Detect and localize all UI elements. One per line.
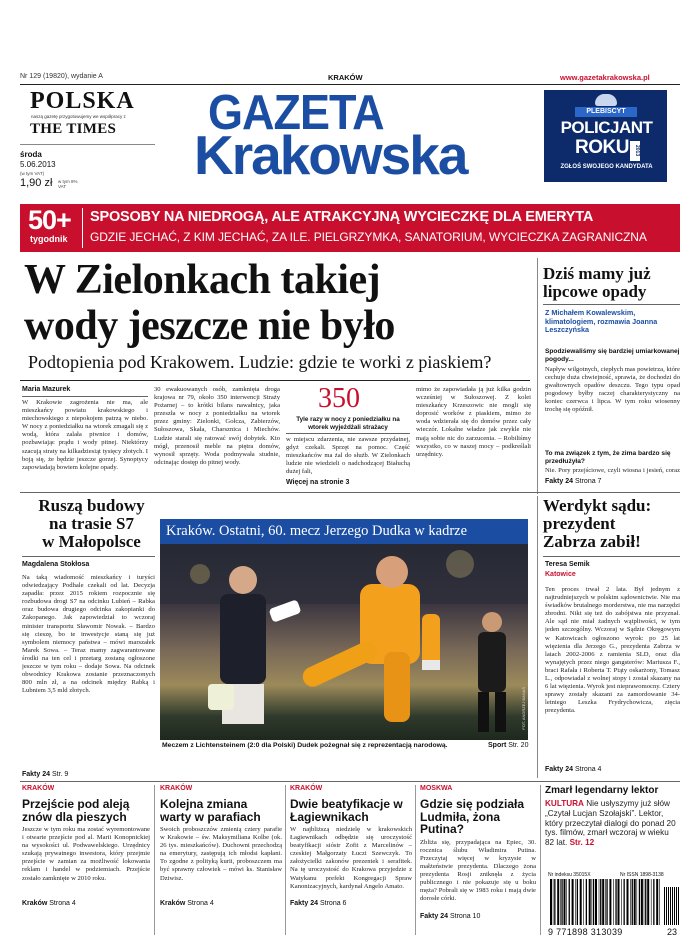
bottom-kicker: MOSKWA bbox=[420, 785, 453, 792]
bottom-story-4[interactable] bbox=[420, 785, 536, 935]
bottom-vrule-1 bbox=[154, 785, 155, 935]
barcode-bar bbox=[599, 879, 600, 925]
mid-rule bbox=[20, 492, 680, 493]
lead-author: Maria Mazurek bbox=[22, 386, 71, 393]
bottom-kicker: KRAKÓW bbox=[160, 785, 193, 792]
weekday: środa bbox=[20, 150, 42, 159]
lead-more[interactable] bbox=[286, 479, 349, 486]
price: 1,90 zł bbox=[20, 177, 53, 189]
barcode-bar bbox=[637, 879, 638, 925]
barcode-bar bbox=[659, 879, 660, 925]
barcode-bar bbox=[632, 879, 633, 925]
s7-author: Magdalena Stokłosa bbox=[22, 561, 90, 568]
bottom-vrule-4 bbox=[540, 785, 541, 935]
issue-date: 5.06.2013 bbox=[20, 160, 56, 169]
badge-divider bbox=[82, 208, 83, 248]
bottom-ref: Fakty 24 Strona 10 bbox=[420, 912, 481, 920]
barcode-index: Nr indeksu 35015X bbox=[548, 872, 591, 878]
barcode-addon-bar bbox=[674, 887, 675, 925]
barcode-bar bbox=[560, 879, 561, 925]
bottom-kicker: KRAKÓW bbox=[290, 785, 323, 792]
barcode-bar bbox=[613, 879, 614, 925]
sidebar-q1: Spodziewaliśmy się bardziej umiarkowanej pogody... bbox=[545, 348, 680, 363]
barcode-bar bbox=[592, 879, 593, 925]
barcode-bar bbox=[624, 879, 625, 925]
lektor-story[interactable] bbox=[545, 785, 680, 848]
barcode-digits: 9 771898 313039 bbox=[548, 927, 623, 937]
sidebar-byline: Z Michałem Kowalewskim, klimatologiem, rozmawia Joanna Leszczyńska bbox=[545, 308, 658, 334]
s7-headline-2[interactable]: na trasie S7 bbox=[49, 514, 134, 533]
lead-headline-2[interactable]: wody jeszcze nie było bbox=[24, 303, 395, 349]
barcode-addon-bar bbox=[678, 887, 679, 925]
barcode-bar bbox=[609, 879, 611, 925]
barcode-addon-bar bbox=[668, 887, 669, 925]
s7-rule bbox=[22, 556, 155, 557]
partner-logo-times: THE TIMES bbox=[30, 121, 117, 137]
bottom-kicker: KRAKÓW bbox=[22, 785, 55, 792]
barcode-bar bbox=[593, 879, 594, 925]
barcode-bar bbox=[644, 879, 645, 925]
barcode-addon-bar bbox=[664, 887, 665, 925]
barcode-bar bbox=[561, 879, 562, 925]
promo-year: 2013 bbox=[630, 141, 640, 161]
sidebar-a2: Nie. Pory przejściowe, czyli wiosna i jesień, coraz bbox=[545, 467, 680, 474]
barcode-bar bbox=[630, 879, 631, 925]
zabrze-rule bbox=[543, 556, 680, 557]
badge-label: tygodnik bbox=[30, 234, 68, 244]
barcode-bar bbox=[600, 879, 601, 925]
barcode-bar bbox=[653, 879, 654, 925]
bottom-story-2[interactable] bbox=[160, 785, 282, 935]
s7-ref[interactable] bbox=[22, 771, 68, 778]
lead-col-1: W Krakowie zagrożenia nie ma, ale mieszkańcy powiatu krakowskiego i miechowskiego z niepokojem patrzą w niebo. W nocy z poniedziałku na wtorek zmagali się z wodą, która zalała piwnice i domów, pozbawiając prądu i wody pitnej. Niektórzy szacują straty na kilkadziesiąt tysięcy złotych. I boją się, że będzie jeszcze gorzej. Synoptycy zapowiadają bowiem kolejne opady. bbox=[22, 399, 148, 471]
figure-number: 350 bbox=[318, 383, 360, 414]
sidebar-rule bbox=[543, 304, 680, 305]
zabrze-location: Katowice bbox=[545, 571, 576, 578]
barcode-addon-bar bbox=[666, 887, 667, 925]
bottom-text: Swoich proboszczów zmienią cztery parafie w Krakowie – św. Maksymiliana Kolbe (ok. 26 tys. mieszkańców). Duchowni przechodzą na emerytury, zastępują ich młodsi kapłani. To zgodne z polityką kurii, proboszczem ma być sprawny człowiek – mówi ks. Stanisław Dziwisz. bbox=[160, 826, 282, 882]
bottom-text: Zbliża się, przypadająca na Epiec, 30. rocznica ślubu Władimira Putina. Przeczytaj więcej w kryzysie w małżeństwie prezydenta. Dlaczego żona prezydenta Rosji zniknęła z życia publicznego i nie pokazuje się u boku męża? Pobrali się w 1983 roku i mają dwie dorosłe córki. bbox=[420, 838, 536, 903]
price-note: (w tym VAT) bbox=[20, 171, 45, 176]
barcode-addon-bar bbox=[676, 887, 677, 925]
zabrze-text: Ten proces trwał 2 lata. Był jednym z najtrudniejszych w polskim sądownictwie. Nie ma świadków brutalnego morderstwa, nie ma narzędzi zbrodni. Nikt się też do zabójstwa nie przyznał. Ale sąd nie miał żadnych wątpliwości, w tym jeden szczególny. Wczoraj w Sądzie Okręgowym w Katowicach ogłoszono wyrok: po 25 lat więzienia dla Jerzego G., prezydenta Zabrza w latach 2002-2006 z ramienia SLD, oraz dla wynajętych przez niego gangsterów: Mariusza F., braci Rafała i Roberta T. Piąty oskarżony, Tomasz L., odpowiadał z wolnej stopy i został skazany na 6 lat więzienia. Wyrok jest nieprawomocny. Cztery sprawy zostały skazani za zamordowanie 34-letniego Leszka Frydrychowicza, zięcia prezydenta. bbox=[545, 586, 680, 715]
partner-logo-polska: POLSKA bbox=[30, 88, 135, 114]
barcode-bar bbox=[605, 879, 606, 925]
barcode-icon bbox=[548, 879, 680, 927]
barcode-bar bbox=[553, 879, 554, 925]
barcode-bar bbox=[618, 879, 620, 925]
lead-col-2: 30 ewakuowanych osób, zamknięta droga krajowa nr 79, około 350 interwencji Straży Pożarnej – to krótki bilans nawałnicy, jaka przeszła w nocy z poniedziałku na wtorek przez gminy: Zielonki, Gołcza, Zabierzów, Sułoszowa, Skała, Charsznica i Miechów. Ludzie starali się ratować swój dobytek. Kto mógł, przenosił meble na piętra domów, wynosił sprzęty. Woda podmywała studnie, odcinając dostęp do pitnej wody. bbox=[154, 386, 280, 466]
title-krakowska: Krakowska bbox=[194, 124, 467, 186]
partner-note: naszą gazetę przygotowujemy we współpracy z bbox=[31, 114, 126, 119]
promo-top: PLEBISCYT bbox=[575, 107, 637, 117]
banner-headline: SPOSOBY NA NIEDROGĄ, ALE ATRAKCYJNĄ WYCIECZKĘ DLA EMERYTA bbox=[90, 209, 594, 225]
barcode-bar bbox=[557, 879, 559, 925]
photo-ref[interactable] bbox=[488, 742, 528, 749]
barcode-bar bbox=[645, 879, 646, 925]
s7-ref-page: Str. 9 bbox=[51, 771, 69, 778]
bottom-text: Jeszcze w tym roku ma zostać wyremontowane i otwarte przejście pod al. Marii Konopnickiej na wysokości ul. Podwawelskiego. Urzędnicy szukają prywatnego inwestora, który przejmie przejście w zamian za możliwość lokowania reklam i handel w podziemiach. Przejście zostało zamknięte w 2010 roku. bbox=[22, 826, 150, 882]
bottom-headline: Dwie beatyfikacje w Łagiewnikach bbox=[290, 797, 403, 824]
zabrze-headline-3[interactable]: Zabrza zabił! bbox=[543, 532, 641, 551]
lektor-kicker: KULTURA bbox=[545, 799, 584, 808]
s7-headline-3[interactable]: w Małopolsce bbox=[42, 532, 141, 551]
s7-headline-1[interactable]: Ruszą budowy bbox=[38, 496, 145, 515]
photo-scene bbox=[160, 544, 528, 740]
promo-line2: ROKU bbox=[575, 137, 629, 158]
barcode-bar bbox=[641, 879, 643, 925]
lead-col-3: w miejscu zdarzenia, nie zawsze przydatnej, gdyż czekali. Sprzęt na pomoc. Część mieszkańców ma żal do służb. W Zielonkach ludzie nie wiedzieli o nadchodzącej Białuchą dużej fali, bbox=[286, 436, 410, 476]
sidebar-ref[interactable] bbox=[545, 478, 601, 485]
barcode-bar bbox=[651, 879, 652, 925]
barcode-bar bbox=[550, 879, 552, 925]
promo-policjant-roku[interactable] bbox=[544, 90, 667, 182]
barcode-bar bbox=[583, 879, 584, 925]
sidebar-a1: Napływ wilgotnych, ciepłych mas powietrza, które cechuje duża chwiejność, sprawia, że dochodzi do gwałtownych opadów deszczu. Tego typu opad pogodowy byłby raczej charakterystyczny na koniec czerwca i lipca. W tym roku wiosenny trochę się opóźnił. bbox=[545, 366, 680, 414]
barcode-bar bbox=[639, 879, 640, 925]
sidebar-headline-2[interactable]: lipcowe opady bbox=[543, 282, 647, 301]
barcode-bar bbox=[577, 879, 578, 925]
barcode-bar bbox=[621, 879, 622, 925]
zabrze-headline-1[interactable]: Werdykt sądu: bbox=[543, 496, 652, 515]
barcode-bar bbox=[575, 879, 576, 925]
zabrze-ref[interactable] bbox=[545, 766, 601, 773]
photo-headline: Kraków. Ostatni, 60. mecz Jerzego Dudka w kadrze bbox=[166, 523, 468, 539]
lead-rule bbox=[20, 380, 530, 381]
sidebar-ref-section: Fakty 24 bbox=[545, 478, 574, 485]
bottom-story-3[interactable] bbox=[290, 785, 412, 935]
bottom-vrule-2 bbox=[285, 785, 286, 935]
promo-cta: ZGŁOŚ SWOJEGO KANDYDATA bbox=[560, 164, 653, 170]
photo-caption: Meczem z Lichtensteinem (2:0 dla Polski) Dudek pożegnał się z reprezentacją narodową. bbox=[162, 742, 448, 749]
issue-number: Nr 129 (19820), wydanie A bbox=[20, 73, 103, 80]
bottom-text: W najbliższą niedzielę w krakowskich Łagiewnikach odbędzie się uroczystość beatyfikacji sióstr Zofii z Marcelinów – czeskiej Małgorzaty Łuczi Szewczyk. To założycielki zakonów prezentek i serafitek. Na tę uroczystość do Krakowa przyjedzie z Watykanu prefekt Kongregacji Spraw Kanonizacyjnych, kardynał Angelo Amato. bbox=[290, 826, 412, 890]
barcode-bar bbox=[627, 879, 629, 925]
bottom-rule bbox=[20, 781, 680, 782]
bottom-headline: Kolejna zmiana warty w parafiach bbox=[160, 797, 261, 824]
website-link[interactable]: www.gazetakrakowska.pl bbox=[560, 73, 650, 82]
barcode-bar bbox=[606, 879, 607, 925]
bottom-story-1[interactable] bbox=[22, 785, 150, 935]
barcode-addon-bar bbox=[672, 887, 673, 925]
barcode-issn: Nr ISSN 1898-3138 bbox=[620, 872, 664, 878]
photo-ref-page: Str. 20 bbox=[508, 742, 529, 749]
promo-line1: POLICJANT bbox=[560, 118, 653, 137]
zabrze-ref-section: Fakty 24 bbox=[545, 766, 574, 773]
bottom-ref: Kraków Strona 4 bbox=[160, 900, 214, 907]
figure-caption: Tyle razy w nocy z poniedziałku na wtorek wyjeżdżali strażacy bbox=[296, 416, 400, 431]
bottom-headline: Gdzie się podziała Ludmiła, żona Putina? bbox=[420, 797, 525, 836]
barcode-bar bbox=[586, 879, 587, 925]
bottom-vrule-3 bbox=[415, 785, 416, 935]
lektor-headline: Zmarł legendarny lektor bbox=[545, 785, 659, 796]
sidebar-q2: To ma związek z tym, że zima bardzo się przedłużyła? bbox=[545, 450, 671, 465]
bottom-ref: Kraków Strona 4 bbox=[22, 900, 76, 907]
barcode-bar bbox=[595, 879, 597, 925]
photo-credit: FOT. ANDRZEJ BANAŚ bbox=[521, 687, 526, 730]
barcode-bar bbox=[647, 879, 649, 925]
sidebar-vrule bbox=[537, 258, 538, 494]
lektor-ref-page: Str. 12 bbox=[569, 838, 595, 848]
lead-col-4: mimo że zapowiadała ją już kilka godzin wcześniej w Sułoszowej. Z kolei mieszkańcy Krzeszowic nie mogli się doprosić worków z piaskiem, mimo że woda wdzierała się do domów przez cały wieczór. Lokalne władze jak zwykle nie mają sobie nic do zarzucenia. – Robiliśmy wszystko, co w naszej mocy – podkreślali urzędnicy. bbox=[416, 386, 531, 458]
bottom-headline: Przejście pod aleją znów dla pieszych bbox=[22, 797, 130, 824]
author-rule bbox=[22, 396, 148, 397]
barcode-bar bbox=[564, 879, 566, 925]
photo-headline-bar[interactable] bbox=[160, 519, 528, 544]
barcode-bar bbox=[589, 879, 591, 925]
title-gazeta: GAZETA bbox=[208, 84, 384, 141]
zabrze-headline-2[interactable]: prezydent bbox=[543, 514, 616, 533]
more-label: Więcej na stronie bbox=[286, 479, 344, 486]
barcode-bar bbox=[566, 879, 567, 925]
banner-subline: GDZIE JECHAĆ, Z KIM JECHAĆ, ZA ILE. PIELGRZYMKA, SANATORIUM, WYCIECZKA ZAGRANICZNA bbox=[90, 230, 647, 244]
sidebar-ref-page: Strona 7 bbox=[574, 478, 602, 485]
police-badge-icon bbox=[595, 94, 617, 106]
barcode-bar bbox=[554, 879, 555, 925]
partner-rule bbox=[20, 144, 155, 145]
zabrze-author: Teresa Semik bbox=[545, 561, 590, 568]
sidebar-headline-1[interactable]: Dziś mamy już bbox=[543, 264, 651, 283]
more-page: 3 bbox=[345, 479, 350, 486]
lead-headline-1[interactable]: W Zielonkach takiej bbox=[24, 257, 381, 303]
barcode-addon: 23 bbox=[667, 927, 678, 937]
banner-50plus[interactable] bbox=[20, 204, 680, 252]
zabrze-vrule bbox=[537, 496, 538, 778]
lektor-text: Nie usłyszymy już słów „Czytał Lucjan Szołajski”. Lektor, który przeczytał dialogi do ponad 20 tys. filmów, zmarł wczoraj w wieku 82 lat. bbox=[545, 799, 676, 848]
lead-deck: Podtopienia pod Krakowem. Ludzie: gdzie te worki z piaskiem? bbox=[28, 352, 492, 372]
s7-text: Na taką wiadomość mieszkańcy i turyści odwiedzający Podhale czekali od lat. Decyzja zapadła: przez 2015 rokiem rozpocznie się rozbudowa drogi S7 na odcinku Lubień – Rabka oraz budowa drugiego odcinka zakopianki do Zakopanego. Jak zapowiedział to wczoraj minister transportu Sławomir Nowak. – Bardzo się cieszę, bo te inwestycje staną się już symbolem niemocy państwa – mówi marszałek Marek Sowa. – Teraz mamy zagwarantowane środki na ten cel i przetarg zostaną ogłoszone jeszcze w tym roku – dodaje Sowa. Na odcinek obwodnicy Krakowa zostanie przeznaczonych 800 mln zł, a na odcinek między Rabką i Lubniem 3,5 mld złotych. bbox=[22, 574, 155, 695]
edition-city: KRAKÓW bbox=[328, 73, 363, 82]
s7-ref-section: Fakty 24 bbox=[22, 771, 51, 778]
price-vat: w tym 8% VAT bbox=[58, 179, 78, 189]
bottom-ref: Fakty 24 Strona 6 bbox=[290, 900, 347, 907]
zabrze-ref-page: Strona 4 bbox=[574, 766, 602, 773]
badge-number: 50+ bbox=[28, 205, 71, 235]
photo-ref-section: Sport bbox=[488, 742, 507, 749]
barcode-bar bbox=[569, 879, 570, 925]
barcode-bar bbox=[634, 879, 636, 925]
barcode-bar bbox=[656, 879, 658, 925]
barcode-bar bbox=[572, 879, 574, 925]
figure-rule bbox=[286, 433, 410, 434]
barcode-bar bbox=[602, 879, 604, 925]
lektor-text-block bbox=[545, 799, 680, 848]
photo-dudek[interactable] bbox=[160, 544, 528, 740]
barcode-bar bbox=[580, 879, 582, 925]
barcode-bar bbox=[615, 879, 616, 925]
barcode-addon-bar bbox=[670, 887, 671, 925]
